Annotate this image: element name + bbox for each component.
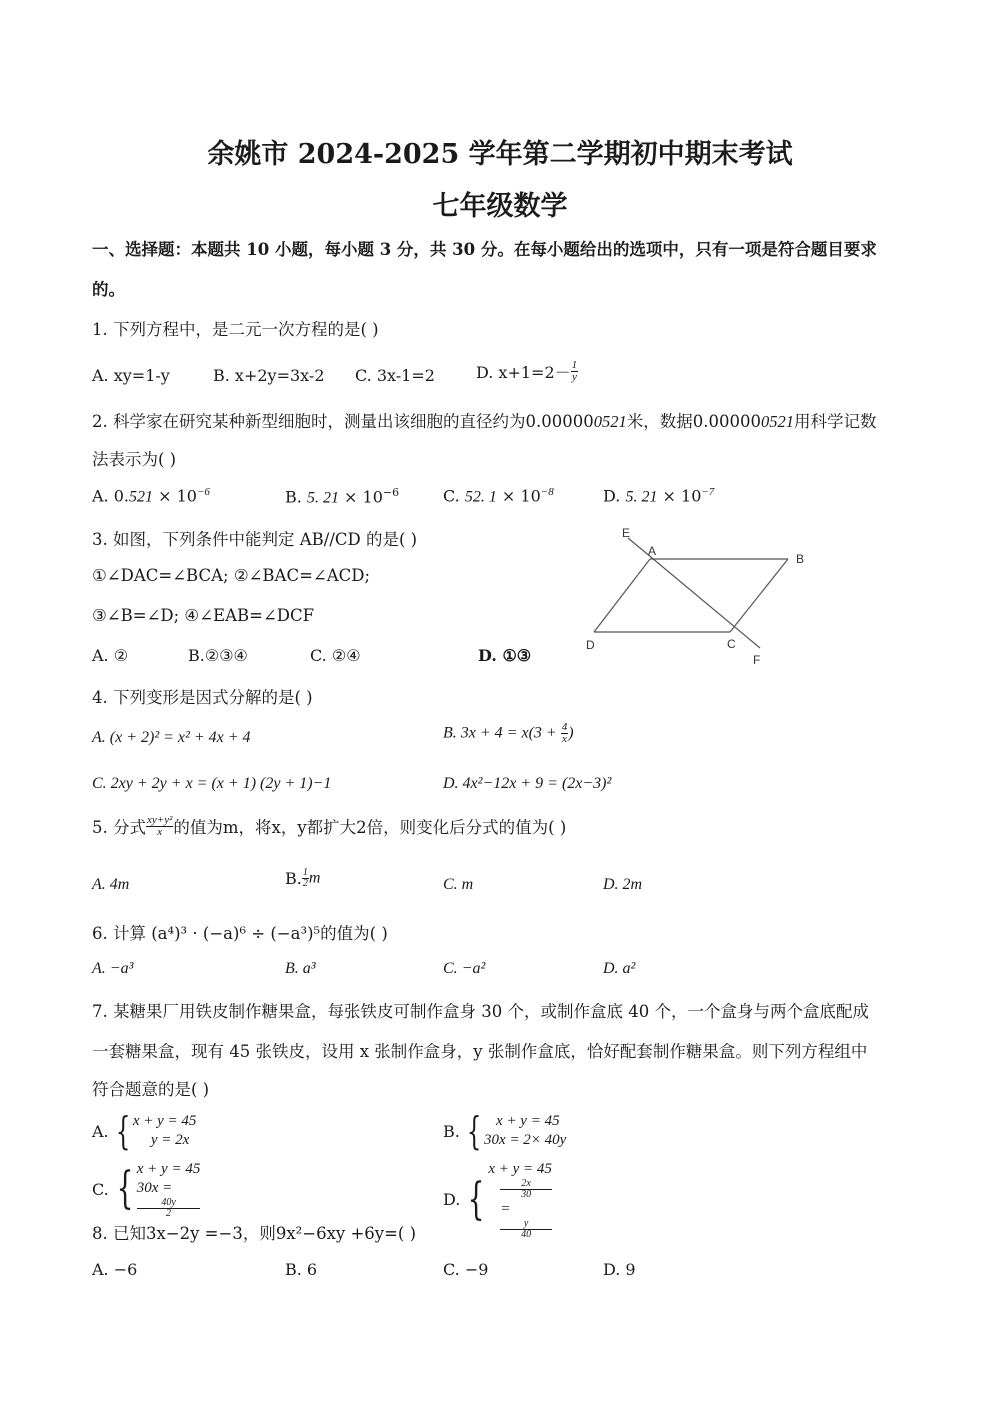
q7-b-eq1: x + y = 45 (496, 1113, 560, 1130)
label-b: B (796, 552, 805, 566)
question-1-stem: 1. 下列方程中，是二元一次方程的是( ) (92, 320, 379, 339)
q7-d-equations (488, 1160, 552, 1240)
q3-conditions-line2: ③∠B=∠D; ④∠EAB=∠DCF (92, 606, 315, 625)
brace-symbol: { (116, 1163, 134, 1215)
q1-d-text: D. x+1=2－ (476, 363, 571, 382)
q5-option-b (285, 868, 320, 889)
q5-num: xy+y² (147, 813, 173, 826)
question-5-stem (92, 814, 566, 838)
q7-option-d (443, 1160, 552, 1240)
q2-text-b: 米，数据0.00000 (626, 412, 761, 431)
q7-option-b (443, 1109, 567, 1153)
q7-a-eq2: y = 2x (150, 1132, 190, 1148)
question-6-stem: 6. 计算 (a⁴)³ · (−a)⁶ ÷ (−a³)⁵的值为( ) (92, 924, 388, 943)
q2-b-post: × 10 (338, 487, 383, 507)
section-heading: 一、选择题：本题共 10 小题，每小题 3 分，共 30 分。在每小题给出的选项中，只有一项是符合题目要求 (92, 240, 877, 259)
q4-b-num: 4 (561, 721, 568, 733)
q5-option-a: A. 4m (92, 876, 130, 893)
q2-a-pre: A. 0. (92, 486, 129, 506)
q5-b-den: 2 (302, 878, 308, 889)
q7-d-num1: 2x (500, 1179, 552, 1190)
question-4-stem: 4. 下列变形是因式分解的是( ) (92, 688, 313, 707)
q1-option-b: B. x+2y=3x-2 (213, 366, 325, 385)
q3-conditions-line1: ①∠DAC=∠BCA; ②∠BAC=∠ACD; (92, 566, 371, 585)
q2-a-post: × 10 (153, 486, 197, 506)
brace-symbol: { (115, 1109, 130, 1153)
q8-option-c: C. −9 (443, 1260, 489, 1279)
q7-c-label: C. (92, 1179, 109, 1199)
q7-d-system (443, 1160, 552, 1240)
q5-b-fraction (302, 868, 309, 889)
q7-option-a (92, 1109, 197, 1153)
q7-a-system (92, 1109, 197, 1153)
q2-option-d (603, 486, 714, 506)
q7-d-den1: 30 (521, 1188, 532, 1200)
q1-option-c: C. 3x-1=2 (355, 366, 435, 385)
q7-d-fraction1 (500, 1179, 552, 1200)
q2-option-a (92, 486, 210, 506)
q5-pre: 5. 分式 (92, 818, 146, 837)
q7-b-label: B. (443, 1121, 460, 1141)
q2-c-mid: 52. 1 (464, 488, 497, 506)
q2-text-a: 2. 科学家在研究某种新型细胞时，测量出该细胞的直径约为0.00000 (92, 412, 594, 431)
q2-d-exp: −7 (701, 486, 715, 498)
q7-c-system (92, 1160, 200, 1219)
q2-option-b (285, 486, 399, 507)
q3-option-a: A. ② (92, 646, 129, 665)
q7-d-label: D. (443, 1190, 461, 1210)
q3-option-d: D. ①③ (478, 646, 532, 665)
label-a: A (648, 544, 657, 558)
question-7-stem-cont2: 符合题意的是( ) (92, 1080, 210, 1099)
q4-option-d: D. 4x²−12x + 9 = (2x−3)² (443, 775, 612, 792)
q6-option-a: A. −a³ (92, 960, 134, 977)
label-e: E (622, 526, 631, 540)
question-3-stem: 3. 如图，下列条件中能判定 AB//CD 的是( ) (92, 530, 418, 549)
q4-option-c: C. 2xy + 2y + x = (x + 1) (2y + 1)−1 (92, 775, 332, 792)
q8-option-b: B. 6 (285, 1260, 318, 1279)
q2-b-exp: −6 (382, 486, 400, 499)
q7-d-num2: y (500, 1219, 552, 1230)
q5-b-post: m (308, 869, 321, 887)
q1-option-a: A. xy=1-y (92, 366, 170, 385)
q7-b-system (443, 1109, 567, 1153)
q2-text-c: 用科学记数 (793, 412, 877, 431)
q5-b-num: 1 (302, 867, 308, 878)
question-2-stem (92, 408, 876, 432)
question-7-stem: 7. 某糖果厂用铁皮制作糖果盒，每张铁皮可制作盒身 30 个，或制作盒底 40 个，一个盒身与两个盒底配成 (92, 1002, 869, 1021)
q1-option-d (476, 360, 578, 383)
q7-a-equations (133, 1112, 197, 1150)
question-2-stem-cont: 法表示为( ) (92, 450, 177, 469)
q3-option-b: B.②③④ (188, 646, 248, 665)
q5-option-d: D. 2m (603, 876, 643, 893)
q7-a-eq1: x + y = 45 (132, 1113, 197, 1130)
q5-post: 的值为m，将x，y都扩大2倍，则变化后分式的值为( ) (173, 818, 567, 837)
q8-option-a: A. −6 (92, 1260, 138, 1279)
segment-bc (730, 559, 788, 632)
q7-d-eq1: x + y = 45 (488, 1161, 552, 1177)
q2-c-exp: −8 (540, 486, 554, 498)
q7-b-equations (484, 1112, 566, 1150)
q2-c-post: × 10 (496, 486, 541, 506)
q4-option-a: A. (x + 2)² = x² + 4x + 4 (92, 729, 251, 746)
section-heading-cont: 的。 (92, 280, 125, 299)
q7-b-eq2: 30x = 2× 40y (484, 1132, 567, 1148)
q2-number-b: 0521 (760, 412, 794, 431)
q2-number-a: 0521 (593, 412, 627, 431)
q7-d-den2: 40 (521, 1228, 532, 1240)
q1-d-num: 1 (571, 359, 578, 371)
q5-option-c: C. m (443, 876, 474, 893)
question-8-stem: 8. 已知3x−2y =−3，则9x²−6xy +6y=( ) (92, 1224, 417, 1243)
q7-c-fraction (137, 1198, 201, 1219)
q7-c-eq2 (137, 1179, 201, 1219)
q7-d-eq2 (488, 1179, 552, 1240)
parallelogram-figure (570, 520, 820, 670)
q6-option-b: B. a³ (285, 960, 316, 977)
q2-a-exp: −6 (196, 486, 210, 498)
q2-d-mid: 5. 21 (625, 488, 658, 506)
q4-b-den: x (562, 733, 567, 745)
q4-b-pre: B. 3x + 4 = x(3 + (443, 724, 561, 742)
q5-fraction (146, 815, 173, 838)
q7-c-equations (137, 1160, 201, 1219)
q5-b-pre: B. (285, 869, 302, 888)
q2-d-post: × 10 (657, 486, 702, 506)
label-f: F (753, 653, 761, 667)
q7-d-fraction2 (500, 1219, 552, 1240)
q7-option-c (92, 1160, 200, 1219)
q7-c-num: 40y (137, 1198, 201, 1209)
q2-d-pre: D. (603, 486, 626, 506)
q2-option-c (443, 486, 554, 506)
label-c: C (727, 637, 736, 651)
q7-c-eq2-pre: 30x = (136, 1179, 173, 1196)
q2-b-mid: 5. 21 (306, 489, 339, 507)
q2-a-mid: 521 (129, 488, 153, 506)
brace-symbol: { (467, 1173, 485, 1225)
q4-b-post: ) (568, 724, 574, 742)
q2-c-pre: C. (443, 486, 465, 506)
brace-symbol: { (466, 1109, 482, 1153)
q1-d-den: y (571, 371, 577, 383)
q3-option-c: C. ②④ (310, 646, 361, 665)
exam-subtitle: 七年级数学 (432, 191, 568, 222)
exam-title: 余姚市 2024-2025 学年第二学期初中期末考试 (207, 139, 793, 170)
q2-b-pre: B. (285, 487, 307, 507)
q7-d-eq-sign: = (500, 1200, 511, 1217)
q6-option-c: C. −a² (443, 960, 486, 977)
q7-c-eq1: x + y = 45 (136, 1161, 201, 1177)
q5-den: x (157, 825, 163, 838)
q8-option-d: D. 9 (603, 1260, 636, 1279)
label-d: D (586, 638, 595, 652)
q7-a-label: A. (92, 1121, 109, 1141)
q4-option-b (443, 722, 574, 745)
segment-ad (594, 559, 650, 632)
question-7-stem-cont1: 一套糖果盒，现有 45 张铁皮，设用 x 张制作盒身，y 张制作盒底，恰好配套制作糖果盒。则下列方程组中 (92, 1042, 868, 1061)
q7-c-den: 2 (166, 1207, 172, 1219)
q1-d-fraction (571, 360, 579, 383)
q6-option-d: D. a² (603, 960, 636, 977)
